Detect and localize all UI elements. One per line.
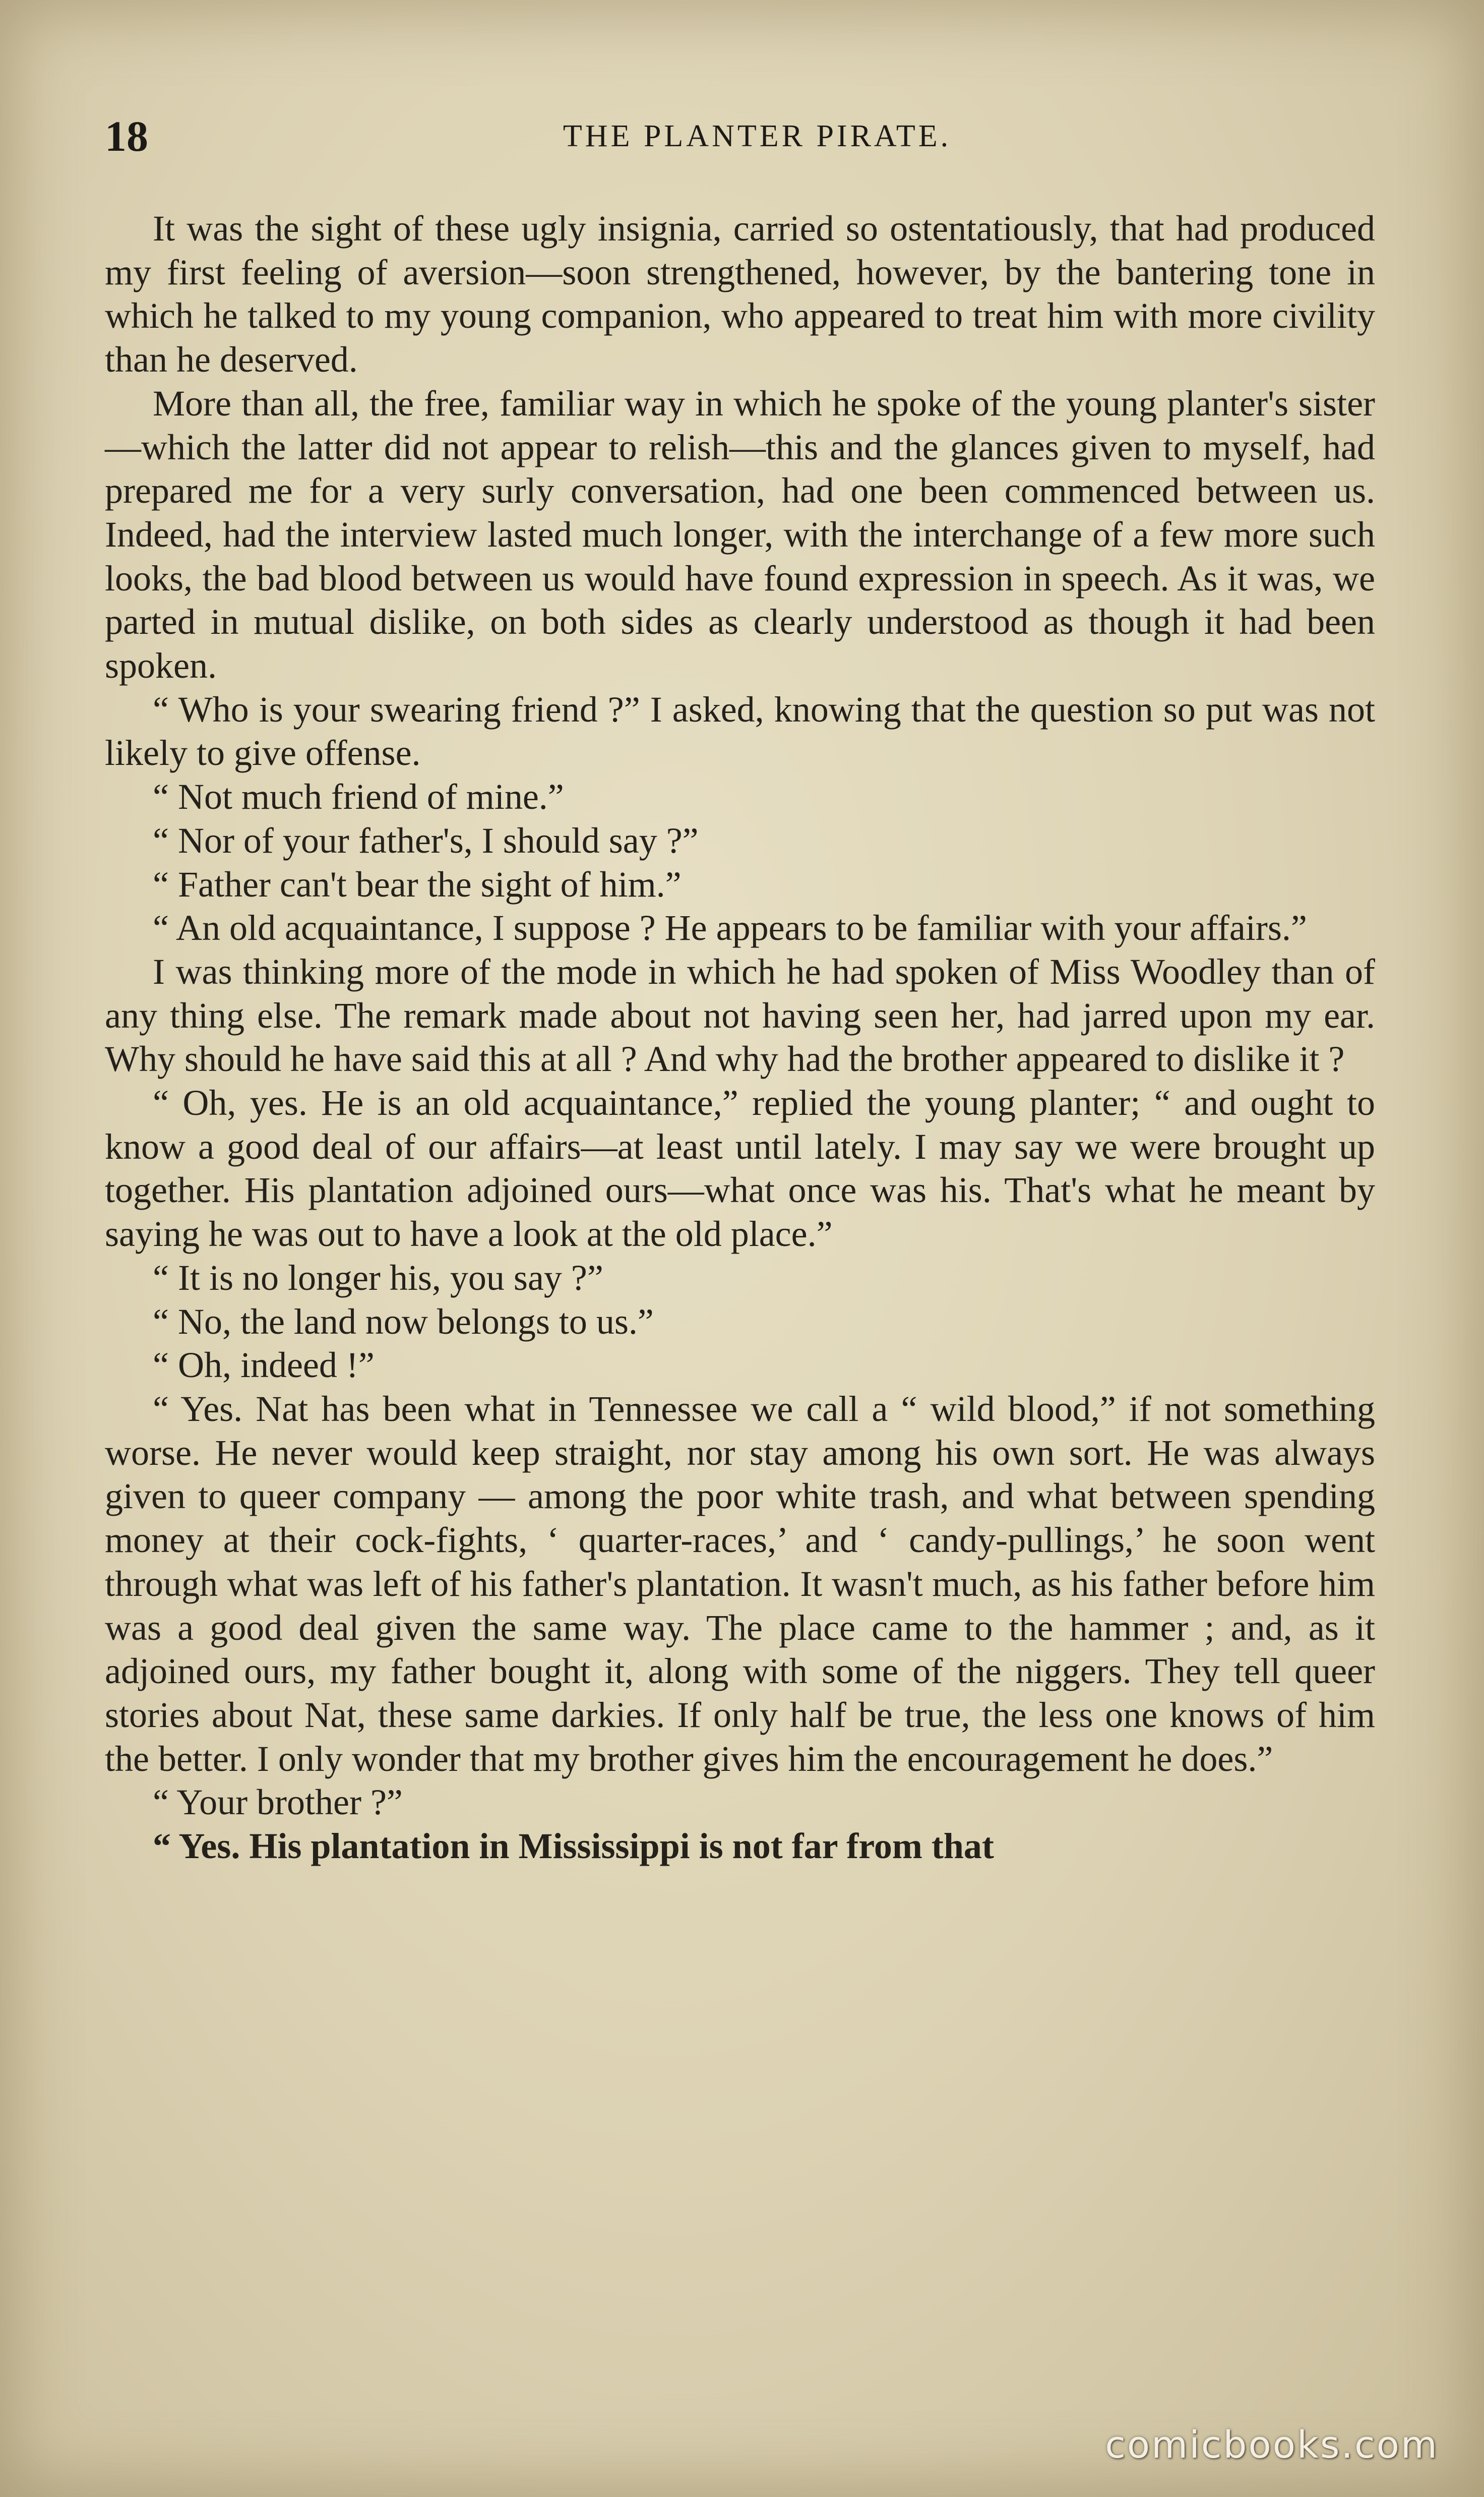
paragraph-4: “ Not much friend of mine.” — [153, 777, 564, 817]
paragraph-10: “ It is no longer his, you say ?” — [153, 1257, 603, 1298]
paragraph-13: “ Yes. Nat has been what in Tennessee we call a “ wild blood,” if not something worse. He never would keep straight, nor stay among his own sort. He was always given to queer company — among the poor white trash, and what between spending money at their cock-fights, ‘ quarter-races,’ and ‘ candy-pullings,’ he soon went through what was left of his father's plantation. It wasn't much, as his father before him was a good deal given the same way. The place came to the hammer ; and, as it adjoined ours, my father bought it, along with some of the niggers. They tell queer stories about Nat, these same darkies. If only half be true, the less one knows of him the better. I only wonder that my brother gives him the encouragement he does.” — [105, 1388, 1375, 1779]
paragraph-14: “ Your brother ?” — [153, 1782, 403, 1823]
running-title: THE PLANTER PIRATE. — [563, 119, 952, 153]
body-text — [105, 207, 1375, 1868]
paragraph-7: “ An old acquaintance, I suppose ? He appears to be familiar with your affairs.” — [153, 908, 1307, 948]
paragraph-9: “ Oh, yes. He is an old acquaintance,” replied the young planter; “ and ought to know a good deal of our affairs—at least until lately. I may say we were brought up together. His plantation adjoined ours—what once was his. That's what he meant by saying he was out to have a look at the old place.” — [105, 1083, 1375, 1255]
paragraph-12: “ Oh, indeed !” — [153, 1345, 375, 1386]
paragraph-15: “ Yes. His plantation in Mississippi is not far from that — [153, 1826, 994, 1867]
paragraph-8: I was thinking more of the mode in which he had spoken of Miss Woodley than of any thing else. The remark made about not having seen her, had jarred upon my ear. Why should he have said this at all ? And why had the brother appeared to dislike it ? — [105, 951, 1375, 1080]
paragraph-5: “ Nor of your father's, I should say ?” — [153, 820, 699, 861]
paragraph-2: More than all, the free, familiar way in which he spoke of the young planter's sister—which the latter did not appear to relish—this and the glances given to myself, had prepared me for a very surly conversation, had one been commenced between us. Indeed, had the interview lasted much longer, with the interchange of a few more such looks, the bad blood between us would have found expression in speech. As it was, we parted in mutual dislike, on both sides as clearly understood as though it had been spoken. — [105, 383, 1375, 686]
paragraph-6: “ Father can't bear the sight of him.” — [153, 864, 682, 905]
paragraph-1: It was the sight of these ugly insignia, carried so ostentatiously, that had produced my first feeling of aversion—soon strengthened, however, by the bantering tone in which he talked to my young companion, who appeared to treat him with more civility than he deserved. — [105, 208, 1375, 380]
watermark-text: comicbooks.com — [1105, 2423, 1439, 2467]
paragraph-11: “ No, the land now belongs to us.” — [153, 1301, 654, 1342]
page-number: 18 — [105, 112, 148, 160]
page-header — [0, 108, 1484, 164]
paragraph-3: “ Who is your swearing friend ?” I asked, knowing that the question so put was not likely to give offense. — [105, 689, 1375, 774]
